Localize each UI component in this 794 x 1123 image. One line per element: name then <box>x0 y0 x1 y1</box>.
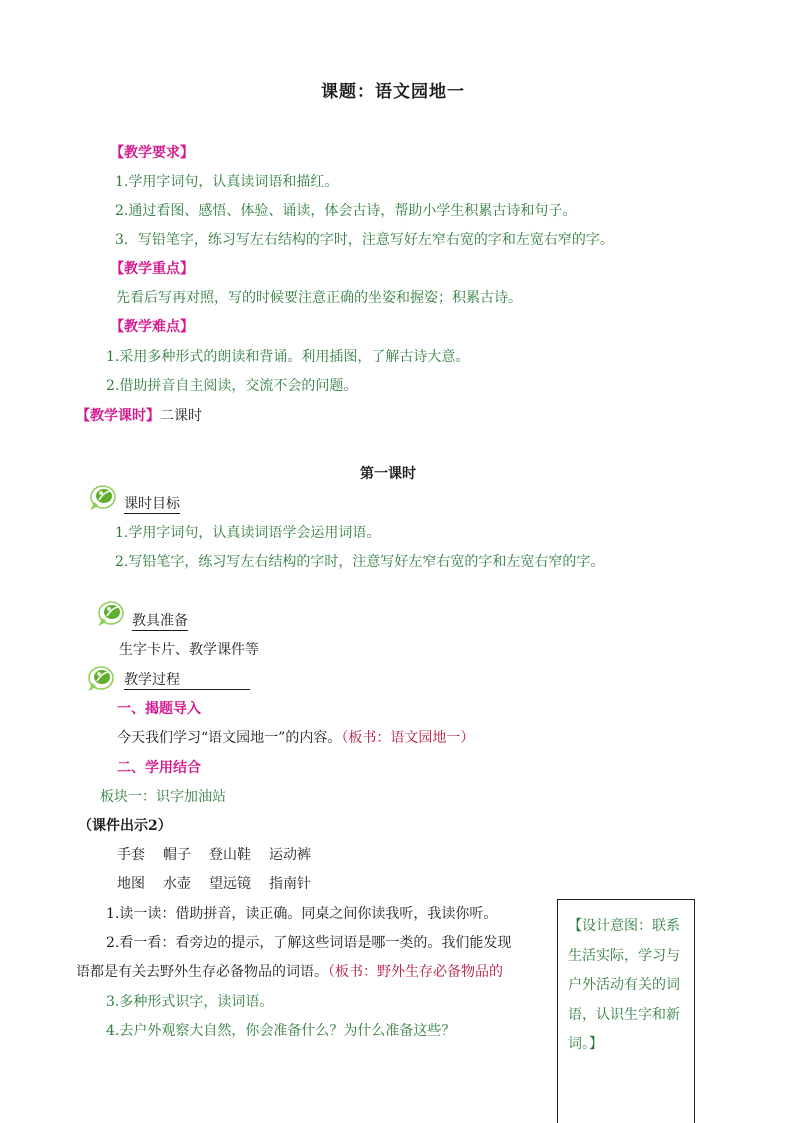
activity-item-3: 3.多种形式识字，读词语。 <box>106 994 274 1010</box>
step1-board: （板书：语文园地一） <box>341 730 475 746</box>
teaching-hours <box>76 409 202 423</box>
prep-label: 教具准备 <box>132 613 188 629</box>
activity-item-4: 4.去户外观察大自然，你会准备什么？为什么准备这些？ <box>106 1023 456 1039</box>
activity-item-2-line2 <box>76 965 503 979</box>
step1-sentence: 今天我们学习“语文园地一”的内容。 <box>117 730 342 746</box>
prep-text: 生字卡片、教学课件等 <box>119 642 259 658</box>
word-item: 地图 <box>117 876 145 892</box>
objectives-label: 课时目标 <box>124 496 180 512</box>
design-intent-box <box>557 899 695 1123</box>
objective-item-2: 2.写铅笔字，练习写左右结构的字时，注意写好左窄右宽的字和左宽右窄的字。 <box>115 554 605 570</box>
activity-item-2-wrap <box>0 930 556 990</box>
requirement-item-1: 1.学用字词句，认真读词语和描红。 <box>115 174 339 190</box>
word-row-1 <box>117 848 329 862</box>
activity-item-2-text: 语都是有关去野外生存必备物品的词语。 <box>76 964 328 980</box>
difficulty-item-1: 1.采用多种形式的朗读和背诵。利用插图，了解古诗大意。 <box>106 349 470 365</box>
key-points-text: 先看后写再对照，写的时候要注意正确的坐姿和握姿；积累古诗。 <box>116 290 522 306</box>
step1-text <box>117 731 474 745</box>
activity-item-2-board: （板书：野外生存必备物品的 <box>328 964 503 980</box>
word-item: 登山鞋 <box>209 847 251 863</box>
difficulties-tag: 【教学难点】 <box>110 319 194 335</box>
courseware-note: （课件出示2） <box>78 818 172 834</box>
requirements-tag: 【教学要求】 <box>110 145 194 161</box>
word-item: 水壶 <box>163 876 191 892</box>
requirement-item-2: 2.通过看图、感悟、体验、诵读，体会古诗，帮助小学生积累古诗和句子。 <box>115 203 577 219</box>
requirement-item-3: 3．写铅笔字，练习写左右结构的字时，注意写好左窄右宽的字和左宽右窄的字。 <box>115 232 614 248</box>
lesson-heading: 第一课时 <box>360 466 416 482</box>
activity-item-2-line1: 2.看一看：看旁边的提示，了解这些词语是哪一类的。我们能发现 <box>106 935 512 951</box>
objective-item-1: 1.学用字词句，认真读词语学会运用词语。 <box>115 525 381 541</box>
page-title: 课题：语文园地一 <box>321 82 465 102</box>
word-item: 手套 <box>117 847 145 863</box>
word-item: 运动裤 <box>269 847 311 863</box>
leaf-speech-icon <box>96 598 126 628</box>
process-label: 教学过程 <box>124 673 250 690</box>
word-item: 望远镜 <box>209 876 251 892</box>
word-item: 帽子 <box>163 847 191 863</box>
word-item: 指南针 <box>269 876 311 892</box>
word-row-2 <box>117 877 329 891</box>
step2-heading: 二、学用结合 <box>117 760 201 776</box>
step1-heading: 一、揭题导入 <box>117 701 201 717</box>
leaf-speech-icon <box>86 663 116 693</box>
key-points-tag: 【教学重点】 <box>110 261 194 277</box>
design-intent-text: 【设计意图：联系生活实际，学习与户外活动有关的词语，认识生字和新词。】 <box>568 918 680 1052</box>
teaching-hours-tag: 【教学课时】 <box>76 408 160 424</box>
teaching-hours-value: 二课时 <box>160 408 202 424</box>
activity-item-1: 1.读一读：借助拼音，读正确。同桌之间你读我听，我读你听。 <box>106 906 498 922</box>
difficulty-item-2: 2.借助拼音自主阅读，交流不会的问题。 <box>106 378 358 394</box>
block1-title: 板块一：识字加油站 <box>100 789 226 805</box>
leaf-speech-icon <box>88 482 118 512</box>
